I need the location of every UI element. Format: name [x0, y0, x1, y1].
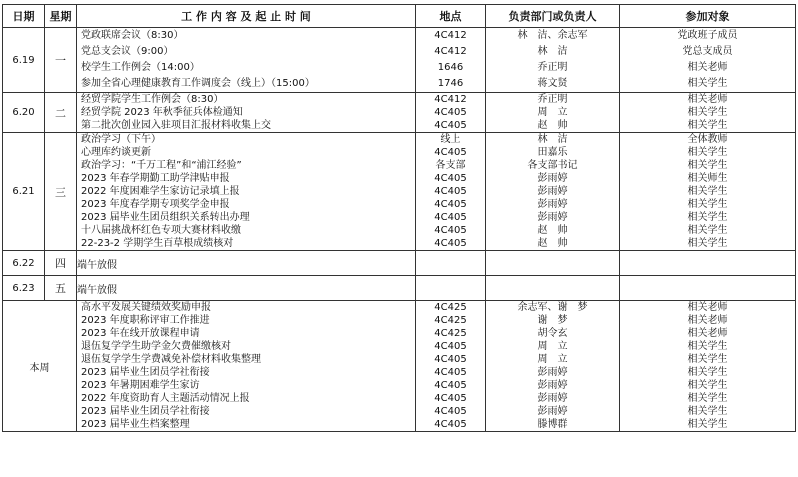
- work-item: 2023 年春学期勤工助学津贴申报: [81, 173, 230, 184]
- place-item: 4C425: [434, 328, 467, 339]
- header-place: 地点: [416, 5, 486, 28]
- place-item: 4C425: [434, 302, 467, 313]
- work-item: 党政联席会议（8:30）: [81, 30, 184, 41]
- place-item: 线上: [440, 134, 461, 145]
- day-weekday: 二: [45, 93, 77, 133]
- target-cell: [620, 93, 796, 133]
- person-item: 周 立: [537, 341, 568, 352]
- day-row: [3, 28, 796, 93]
- person-item: 林 洁、余志军: [517, 30, 588, 41]
- place-item: 4C412: [434, 46, 467, 57]
- target-item: 相关老师: [687, 328, 728, 339]
- place-item: 4C405: [434, 225, 467, 236]
- target-item: 相关学生: [687, 341, 728, 352]
- work-item: 十八届挑战杯红色专项大赛材料收缴: [81, 225, 241, 236]
- work-cell: [77, 301, 416, 432]
- work-item: 2023 届毕业生团员组织关系转出办理: [81, 212, 250, 223]
- schedule-body: [3, 28, 796, 432]
- day-date: 本周: [3, 301, 77, 432]
- person-cell: [486, 276, 620, 301]
- person-item: 彭雨婷: [537, 406, 568, 417]
- person-item: 周 立: [537, 354, 568, 365]
- person-item: 蒋文贤: [537, 78, 568, 89]
- header-weekday: 星期: [45, 5, 77, 28]
- person-item: 田嘉乐: [537, 147, 568, 158]
- work-item: 党总支会议（9:00）: [81, 46, 174, 57]
- target-item: 相关学生: [687, 212, 728, 223]
- target-item: 党政班子成员: [677, 30, 738, 41]
- target-item: 党总支成员: [682, 46, 733, 57]
- target-item: 相关老师: [687, 62, 728, 73]
- target-item: 相关学生: [687, 393, 728, 404]
- target-item: 相关学生: [687, 380, 728, 391]
- header-date: 日期: [3, 5, 45, 28]
- day-date: 6.20: [3, 93, 45, 133]
- person-item: 彭雨婷: [537, 173, 568, 184]
- place-item: 4C405: [434, 406, 467, 417]
- target-item: 相关学生: [687, 238, 728, 249]
- work-item: 2023 届毕业生团员学社衔接: [81, 406, 210, 417]
- person-cell: [486, 28, 620, 93]
- place-item: 4C405: [434, 341, 467, 352]
- work-item: 经贸学院 2023 年秋季征兵体检通知: [81, 107, 243, 118]
- person-item: 彭雨婷: [537, 393, 568, 404]
- place-item: 4C405: [434, 212, 467, 223]
- target-item: 相关师生: [687, 173, 728, 184]
- place-item: 4C412: [434, 30, 467, 41]
- work-item: 2023 年在线开放课程申请: [81, 328, 200, 339]
- header-row: [3, 5, 796, 28]
- target-item: 相关学生: [687, 186, 728, 197]
- work-cell: [77, 133, 416, 251]
- place-item: 各支部: [435, 160, 466, 171]
- place-item: 4C405: [434, 173, 467, 184]
- place-item: 4C405: [434, 367, 467, 378]
- target-item: 全体教师: [687, 134, 728, 145]
- target-item: 相关学生: [687, 225, 728, 236]
- person-item: 赵 帅: [537, 120, 568, 131]
- place-item: 1746: [437, 78, 464, 89]
- place-item: 4C405: [434, 186, 467, 197]
- work-cell: [77, 93, 416, 133]
- day-row: [3, 301, 796, 432]
- person-item: 乔正明: [537, 94, 568, 105]
- day-date: 6.19: [3, 28, 45, 93]
- person-item: 林 洁: [537, 46, 568, 57]
- work-item: 2023 年暑期困难学生家访: [81, 380, 200, 391]
- target-item: 相关学生: [687, 406, 728, 417]
- target-item: 相关学生: [687, 419, 728, 430]
- work-item: 2023 届毕业生团员学社衔接: [81, 367, 210, 378]
- header-work: 工 作 内 容 及 起 止 时 间: [77, 5, 416, 28]
- work-item: 经贸学院学生工作例会（8:30）: [81, 94, 224, 105]
- target-cell: [620, 301, 796, 432]
- day-weekday: 三: [45, 133, 77, 251]
- target-item: 相关学生: [687, 120, 728, 131]
- work-item: 退伍复学学生助学金欠费催缴核对: [81, 341, 231, 352]
- header-target: 参加对象: [620, 5, 796, 28]
- target-item: 相关学生: [687, 367, 728, 378]
- place-item: 4C405: [434, 107, 467, 118]
- person-item: 彭雨婷: [537, 367, 568, 378]
- target-item: 相关学生: [687, 107, 728, 118]
- target-item: 相关学生: [687, 199, 728, 210]
- work-item: 参加全省心理健康教育工作调度会（线上）（15:00）: [81, 78, 315, 89]
- day-row: [3, 251, 796, 276]
- person-item: 乔正明: [537, 62, 568, 73]
- target-item: 相关学生: [687, 147, 728, 158]
- place-cell: [416, 133, 486, 251]
- work-item: 2023 年度春学期专项奖学金申报: [81, 199, 230, 210]
- person-item: 胡令玄: [537, 328, 568, 339]
- person-item: 周 立: [537, 107, 568, 118]
- place-item: 4C405: [434, 238, 467, 249]
- day-weekday: 四: [45, 251, 77, 276]
- target-cell: [620, 276, 796, 301]
- person-cell: [486, 301, 620, 432]
- work-item: 政治学习（下午）: [81, 134, 161, 145]
- day-weekday: 五: [45, 276, 77, 301]
- day-date: 6.23: [3, 276, 45, 301]
- place-item: 4C405: [434, 419, 467, 430]
- place-cell: [416, 251, 486, 276]
- work-item: 2022 年度困难学生家访记录填上报: [81, 186, 240, 197]
- place-cell: [416, 93, 486, 133]
- target-cell: [620, 28, 796, 93]
- place-item: 4C405: [434, 147, 467, 158]
- work-item: 第二批次创业园入驻项目汇报材料收集上交: [81, 120, 271, 131]
- work-item: 心理库约谈更新: [81, 147, 151, 158]
- work-item: 校学生工作例会（14:00）: [81, 62, 200, 73]
- person-item: 各支部书记: [527, 160, 578, 171]
- place-item: 4C405: [434, 199, 467, 210]
- target-item: 相关老师: [687, 315, 728, 326]
- work-item: 政治学习：“千万工程”和“浦江经验”: [81, 160, 242, 171]
- day-row: [3, 133, 796, 251]
- work-item: 退伍复学学生学费减免补偿材料收集整理: [81, 354, 261, 365]
- person-item: 赵 帅: [537, 225, 568, 236]
- day-date: 6.21: [3, 133, 45, 251]
- schedule-table: [2, 4, 796, 432]
- place-item: 4C405: [434, 120, 467, 131]
- holiday-text: 端午放假: [77, 276, 416, 301]
- work-item: 2023 年度职称评审工作推进: [81, 315, 210, 326]
- person-cell: [486, 133, 620, 251]
- place-cell: [416, 28, 486, 93]
- place-cell: [416, 276, 486, 301]
- target-item: 相关学生: [687, 78, 728, 89]
- header-person: 负责部门或负责人: [486, 5, 620, 28]
- target-item: 相关老师: [687, 302, 728, 313]
- place-cell: [416, 301, 486, 432]
- day-date: 6.22: [3, 251, 45, 276]
- person-cell: [486, 251, 620, 276]
- place-item: 4C405: [434, 354, 467, 365]
- work-item: 高水平发展关键绩效奖励申报: [81, 302, 211, 313]
- day-row: [3, 276, 796, 301]
- person-item: 谢 梦: [537, 315, 568, 326]
- person-item: 彭雨婷: [537, 199, 568, 210]
- person-item: 彭雨婷: [537, 380, 568, 391]
- place-item: 1646: [437, 62, 464, 73]
- day-row: [3, 93, 796, 133]
- person-item: 赵 帅: [537, 238, 568, 249]
- person-item: 滕博群: [537, 419, 568, 430]
- work-item: 2023 届毕业生档案整理: [81, 419, 190, 430]
- target-cell: [620, 133, 796, 251]
- work-item: 22-23-2 学期学生百草根成绩核对: [81, 238, 234, 249]
- place-item: 4C405: [434, 393, 467, 404]
- target-item: 相关学生: [687, 354, 728, 365]
- work-item: 2022 年度资助育人主题活动情况上报: [81, 393, 250, 404]
- day-weekday: 一: [45, 28, 77, 93]
- target-item: 相关老师: [687, 94, 728, 105]
- work-cell: [77, 28, 416, 93]
- holiday-text: 端午放假: [77, 251, 416, 276]
- person-cell: [486, 93, 620, 133]
- place-item: 4C412: [434, 94, 467, 105]
- place-item: 4C405: [434, 380, 467, 391]
- target-cell: [620, 251, 796, 276]
- person-item: 林 洁: [537, 134, 568, 145]
- person-item: 彭雨婷: [537, 212, 568, 223]
- person-item: 彭雨婷: [537, 186, 568, 197]
- person-item: 余志军、谢 梦: [517, 302, 588, 313]
- target-item: 相关学生: [687, 160, 728, 171]
- place-item: 4C425: [434, 315, 467, 326]
